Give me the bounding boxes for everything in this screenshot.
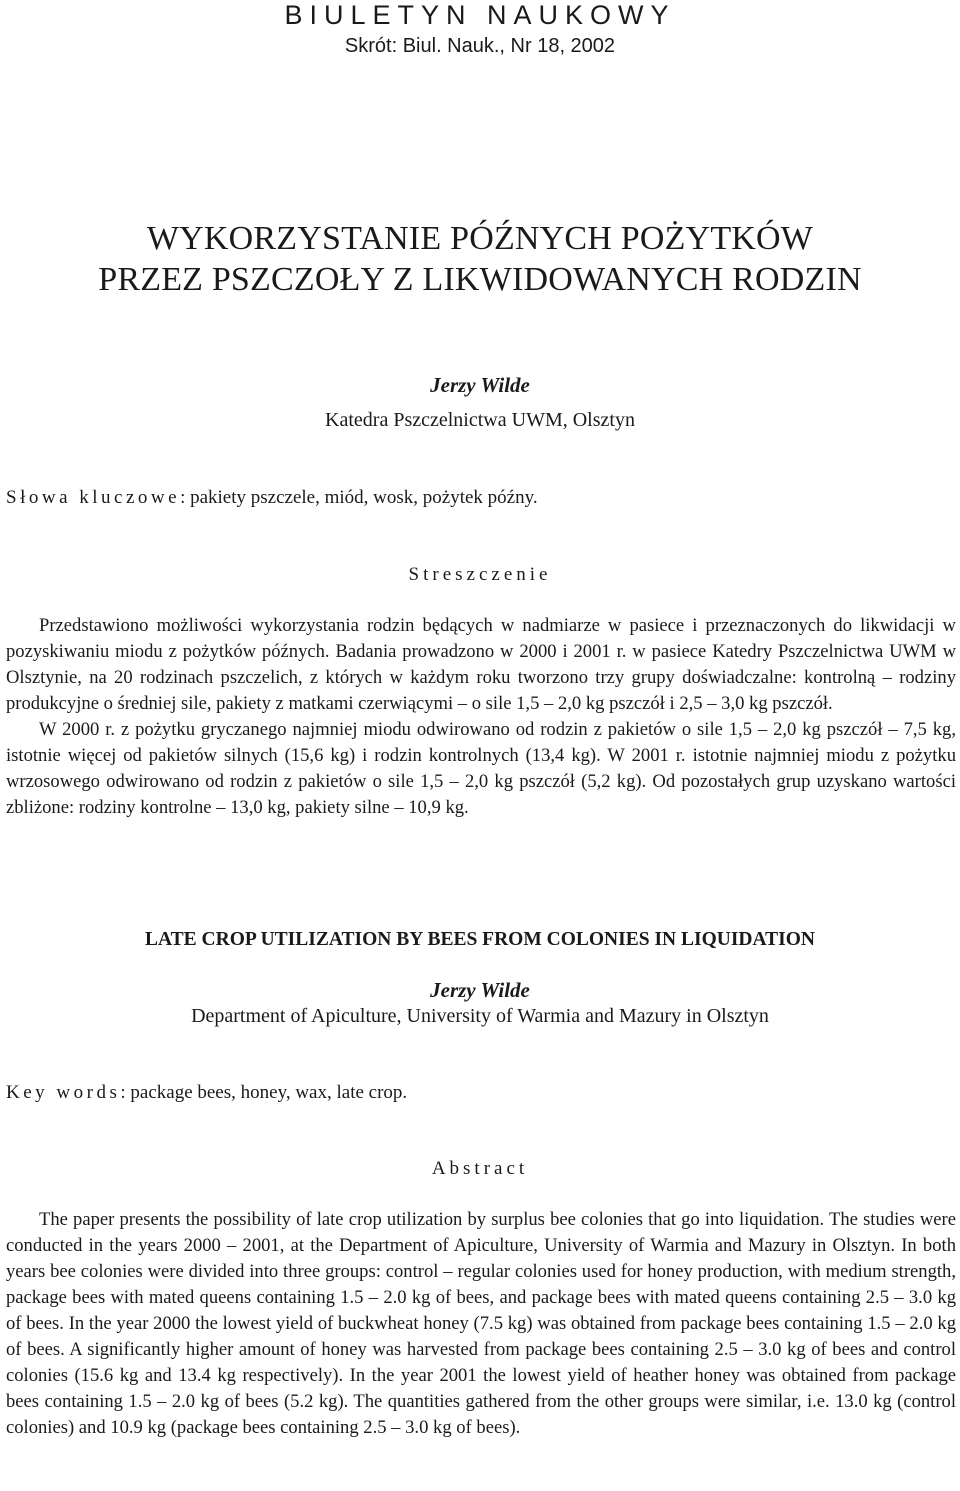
english-abstract-paragraph-1: The paper presents the possibility of late crop utilization by surplus bee colonies that go into liquidation. The studies were conducted in the years 2000 – 2001, at the Department of Apiculture, University of Warmia and Mazury in Olsztyn. In both years bee colonies were divided into three groups: control – regular colonies used for honey production, with medium strength, package bees with mated queens containing 1.5 – 2.0 kg of bees, and package bees with mated queens containing 2.5 – 3.0 kg of bees. In the year 2000 the lowest yield of buckwheat honey (7.5 kg) was obtained from package bees containing 1.5 – 2.0 kg of bees. A significantly higher amount of honey was harvested from package bees containing 2.5 – 3.0 kg of bees and control colonies (15.6 kg and 13.4 kg respectively). In the year 2001 the lowest yield of heather honey was obtained from package bees containing 1.5 – 2.0 kg of bees (5.2 kg). The quantities gathered from the other groups were similar, i.e. 13.0 kg (control colonies) and 10.9 kg (package bees containing 2.5 – 3.0 kg of bees). — [6, 1209, 956, 1438]
polish-title-line-1: WYKORZYSTANIE PÓŹNYCH POŻYTKÓW — [146, 220, 814, 257]
polish-summary — [6, 613, 956, 821]
polish-author: Jerzy Wilde — [430, 373, 530, 397]
polish-keywords — [6, 485, 956, 511]
polish-summary-heading: Streszczenie — [408, 564, 552, 585]
english-keywords — [6, 1080, 956, 1106]
english-keywords-text: : package bees, honey, wax, late crop. — [120, 1082, 408, 1103]
polish-title-line-2: PRZEZ PSZCZOŁY Z LIKWIDOWANYCH RODZIN — [98, 261, 862, 298]
polish-keywords-label: Słowa kluczowe — [6, 487, 181, 508]
journal-name: BIULETYN NAUKOWY — [284, 0, 676, 30]
polish-title — [0, 218, 960, 300]
english-abstract — [6, 1207, 956, 1441]
polish-summary-paragraph-2: W 2000 r. z pożytku gryczanego najmniej miodu odwirowano od rodzin z pakietów o sile 1,5 – 2,0 kg pszczół – 7,5 kg, istotnie więcej od pakietów silnych (15,6 kg) i rodzin kontrolnych (13,4 kg). W 2001 r. istotnie najmniej miodu z pożytku wrzosowego odwirowano od rodzin z pakietów o sile 1,5 – 2,0 kg pszczół (5,2 kg). Od pozostałych grup uzyskano wartości zbliżone: rodziny kontrolne – 13,0 kg, pakiety silne – 10,9 kg. — [6, 719, 956, 818]
english-keywords-label: Key words — [6, 1082, 121, 1103]
english-abstract-heading: Abstract — [431, 1158, 529, 1179]
journal-abbreviation: Skrót: Biul. Nauk., Nr 18, 2002 — [344, 35, 616, 57]
english-title: LATE CROP UTILIZATION BY BEES FROM COLONIES IN LIQUIDATION — [145, 929, 815, 950]
english-affiliation: Department of Apiculture, University of Warmia and Mazury in Olsztyn — [191, 1005, 769, 1027]
polish-summary-paragraph-1: Przedstawiono możliwości wykorzystania rodzin będących w nadmiarze w pasiece i przeznaczonych do likwidacji w pozyskiwaniu miodu z pożytków późnych. Badania prowadzono w 2000 i 2001 r. w pasiece Katedry Pszczelnictwa UWM w Olsztynie, na 20 rodzinach pszczelich, z których w każdym roku tworzono trzy grupy doświadczalne: kontrolną – rodziny produkcyjne o średniej sile, pakiety z matkami czerwiącymi – o sile 1,5 – 2,0 kg pszczół i 2,5 – 3,0 kg pszczół. — [6, 615, 956, 714]
english-author: Jerzy Wilde — [430, 978, 530, 1002]
polish-affiliation: Katedra Pszczelnictwa UWM, Olsztyn — [325, 409, 635, 431]
polish-keywords-text: : pakiety pszczele, miód, wosk, pożytek późny. — [180, 487, 538, 508]
